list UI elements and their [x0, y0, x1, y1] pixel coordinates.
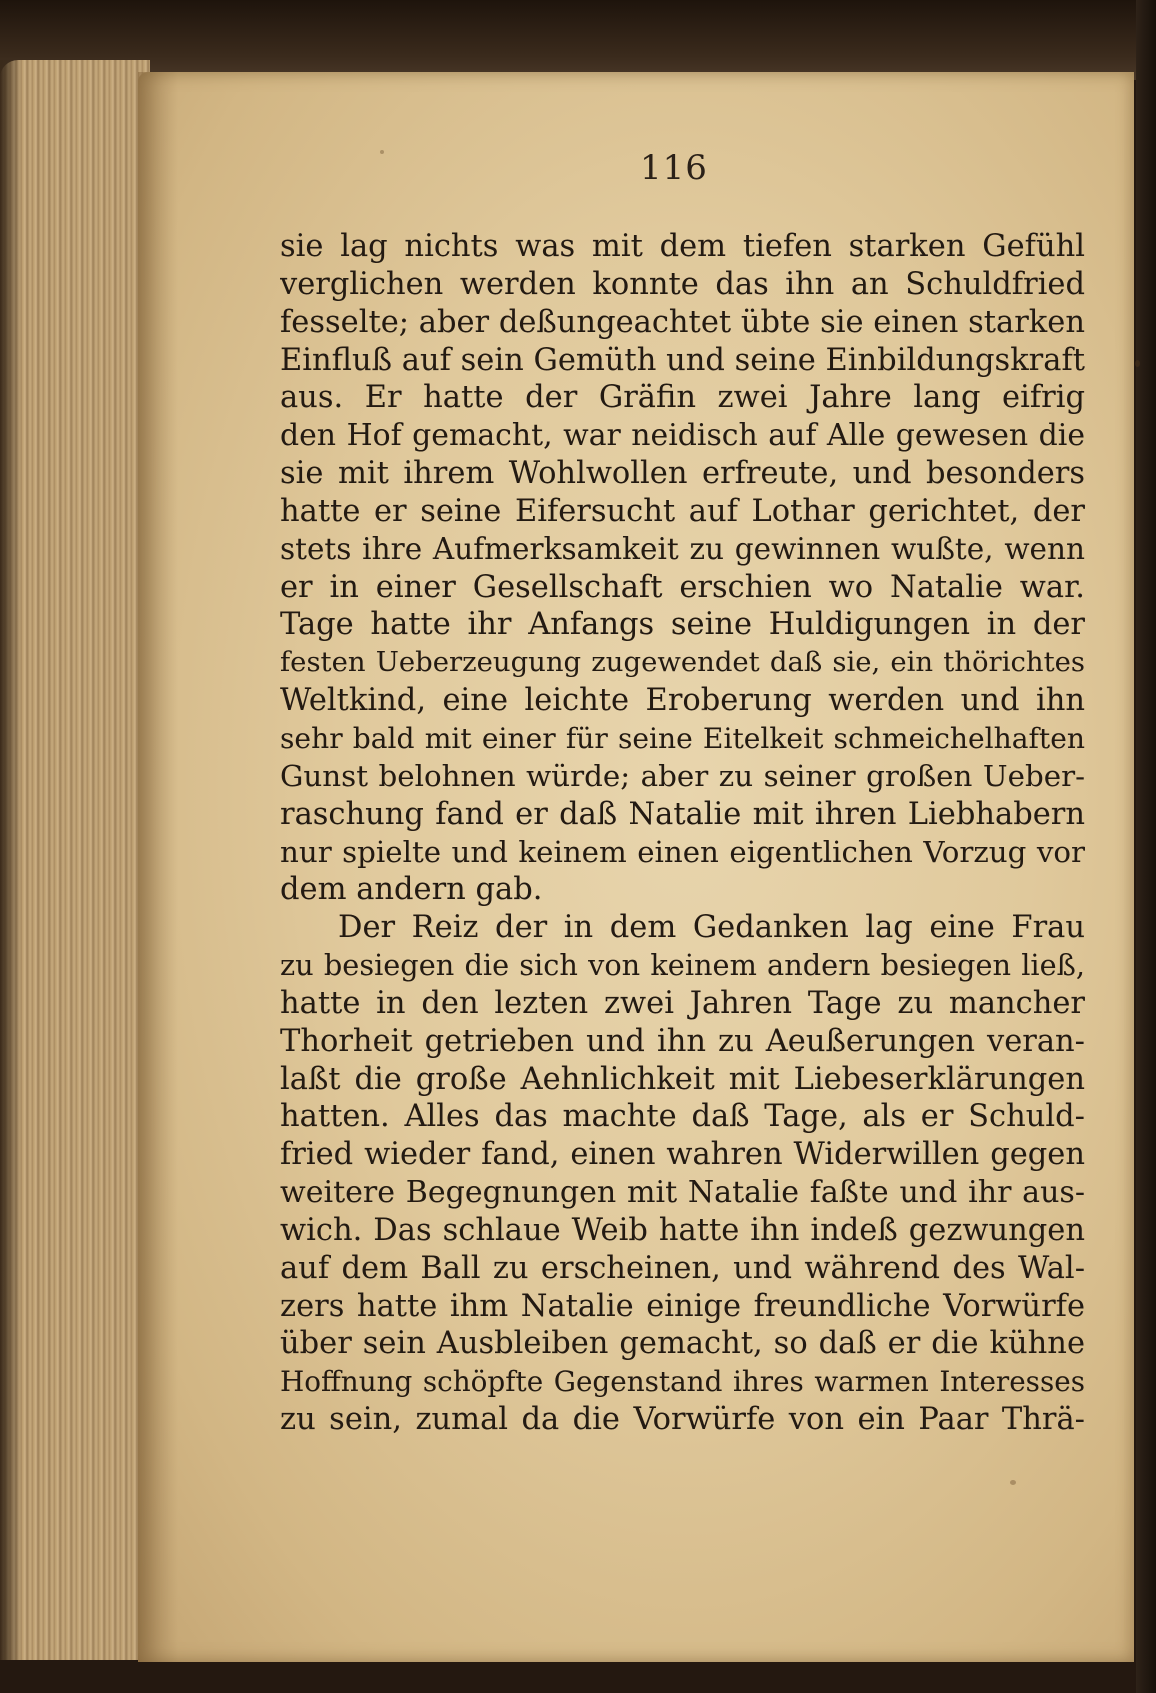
text-line: fesselte; aber deßungeachtet übte sie einen starken: [280, 304, 1085, 340]
text-line: hatten. Alles das machte daß Tage, als er Schuld-: [280, 1099, 1085, 1135]
text-line: raschung fand er daß Natalie mit ihren Liebhabern: [280, 796, 1085, 832]
text-line: zu sein, zumal da die Vorwürfe von ein Paar Thrä-: [280, 1402, 1085, 1438]
paper-speck: [1135, 360, 1140, 367]
paragraph-end-line: dem andern gab.: [280, 872, 543, 908]
text-line: nur spielte und keinem einen eigentlichen Vorzug vor: [280, 834, 1085, 869]
page-edges: [0, 60, 150, 1660]
text-line: wich. Das schlaue Weib hatte ihn indeß gezwungen: [280, 1212, 1085, 1248]
paragraph-start-line: Der Reiz der in dem Gedanken lag eine Frau: [338, 910, 1085, 946]
page-gutter: [138, 72, 178, 1662]
paper-speck: [1010, 1480, 1016, 1485]
text-line: den Hof gemacht, war neidisch auf Alle gewesen die: [280, 418, 1085, 454]
text-line: fried wieder fand, einen wahren Widerwillen gegen: [280, 1137, 1085, 1173]
text-line: verglichen werden konnte das ihn an Schuldfried: [280, 266, 1085, 302]
text-line: zu besiegen die sich von keinem andern besiegen ließ,: [280, 948, 1085, 983]
text-line: stets ihre Aufmerksamkeit zu gewinnen wußte, wenn: [280, 531, 1085, 566]
text-line: Weltkind, eine leichte Eroberung werden und ihn: [280, 683, 1085, 719]
text-line: auf dem Ball zu erscheinen, und während des Wal-: [280, 1250, 1085, 1286]
text-line: er in einer Gesellschaft erschien wo Natalie war.: [280, 569, 1085, 605]
text-line: Hoffnung schöpfte Gegenstand ihres warmen Interesses: [280, 1365, 1085, 1399]
text-line: hatte in den lezten zwei Jahren Tage zu mancher: [280, 985, 1085, 1021]
text-line: aus. Er hatte der Gräfin zwei Jahre lang eifrig: [280, 380, 1085, 416]
text-line: zers hatte ihm Natalie einige freundliche Vorwürfe: [280, 1288, 1085, 1324]
book-cover-top: [0, 0, 1156, 80]
text-line: sie lag nichts was mit dem tiefen starken Gefühl: [280, 229, 1085, 264]
text-line: Tage hatte ihr Anfangs seine Huldigungen in der: [280, 607, 1085, 643]
text-line: laßt die große Aehnlichkeit mit Liebeserklärungen: [280, 1061, 1085, 1097]
text-line: Einfluß auf sein Gemüth und seine Einbildungskraft: [280, 342, 1085, 378]
text-line: sehr bald mit einer für seine Eitelkeit schmeichelhaften: [280, 721, 1085, 755]
text-line: sie mit ihrem Wohlwollen erfreute, und besonders: [280, 456, 1085, 492]
book-cover-right: [1136, 0, 1156, 1693]
text-line: festen Ueberzeugung zugewendet daß sie, ein thörichtes: [280, 646, 1085, 679]
body-text: [280, 228, 1085, 1439]
text-line: hatte er seine Eifersucht auf Lothar gerichtet, der: [280, 493, 1085, 529]
page-edges-shadow: [0, 60, 22, 1660]
text-line: Thorheit getrieben und ihn zu Aeußerungen veran-: [280, 1023, 1085, 1059]
text-line: Gunst belohnen würde; aber zu seiner großen Ueber-: [280, 758, 1085, 793]
text-line: weitere Begegnungen mit Natalie faßte und ihr aus-: [280, 1175, 1085, 1211]
text-line: über sein Ausbleiben gemacht, so daß er die kühne: [280, 1326, 1085, 1362]
paper-speck: [380, 150, 384, 154]
page-number: 116: [640, 148, 708, 188]
